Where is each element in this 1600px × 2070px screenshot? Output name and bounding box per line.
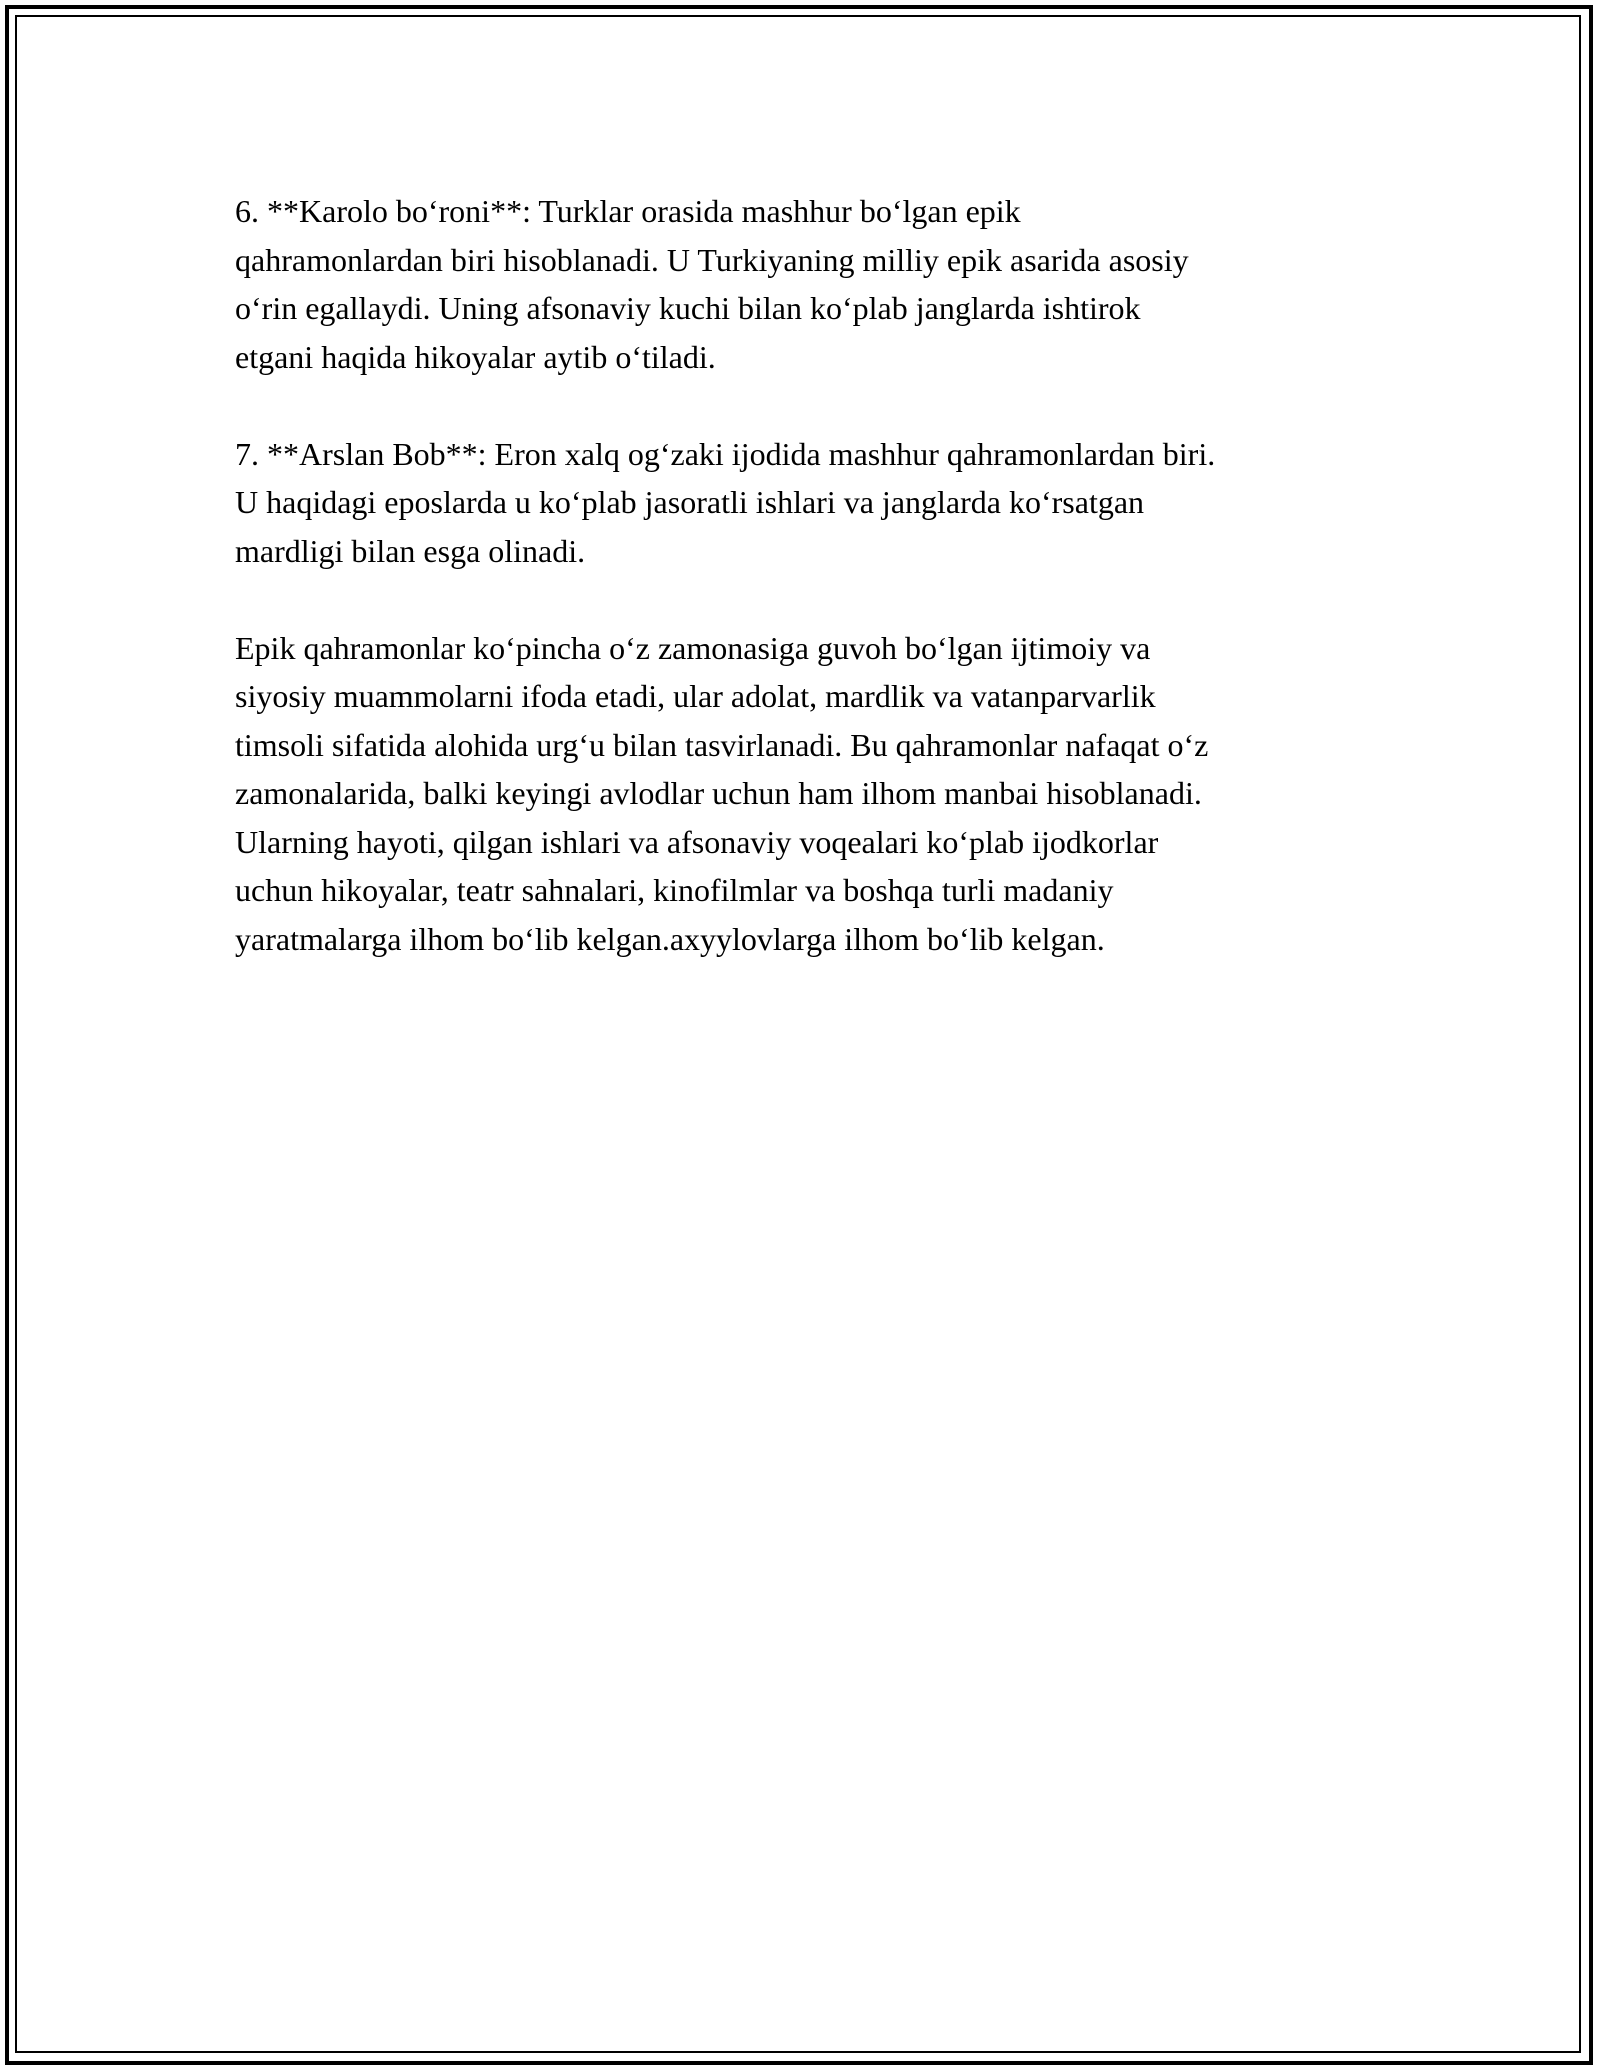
text-line: U haqidagi eposlarda u ko‘plab jasoratli ishlari va janglarda ko‘rsatgan [235,484,1145,520]
text-line: Epik qahramonlar ko‘pincha o‘z zamonasiga guvoh bo‘lgan ijtimoiy va [235,629,1151,666]
text-line: etgani haqida hikoyalar aytib o‘tiladi. [235,338,716,375]
text-line: 6. **Karolo bo‘roni**: Turklar orasida mashhur bo‘lgan epik [235,193,1021,229]
paragraph-karolo-boroni [235,187,1385,381]
text-line: siyosiy muammolarni ifoda etadi, ular adolat, mardlik va vatanparvarlik [235,678,1156,714]
text-line: 7. **Arslan Bob**: Eron xalq og‘zaki ijodida mashhur qahramonlardan biri. [235,435,1216,472]
text-line: uchun hikoyalar, teatr sahnalari, kinofilmlar va boshqa turli madaniy [235,872,1114,908]
paragraph-epik-qahramonlar [235,624,1385,964]
paragraph-arslan-bob [235,430,1385,576]
text-line: timsoli sifatida alohida urg‘u bilan tasvirlanadi. Bu qahramonlar nafaqat o‘z [235,726,1209,763]
text-line: mardligi bilan esga olinadi. [235,532,586,569]
text-line: o‘rin egallaydi. Uning afsonaviy kuchi bilan ko‘plab janglarda ishtirok [235,290,1141,326]
text-line: Ularning hayoti, qilgan ishlari va afsonaviy voqealari ko‘plab ijodkorlar [235,823,1159,860]
document-body [235,187,1385,1012]
text-line: qahramonlardan biri hisoblanadi. U Turkiyaning milliy epik asarida asosiy [235,241,1189,278]
text-line: yaratmalarga ilhom bo‘lib kelgan.axyylovlarga ilhom bo‘lib kelgan. [235,920,1105,957]
text-line: zamonalarida, balki keyingi avlodlar uchun ham ilhom manbai hisoblanadi. [235,775,1202,811]
